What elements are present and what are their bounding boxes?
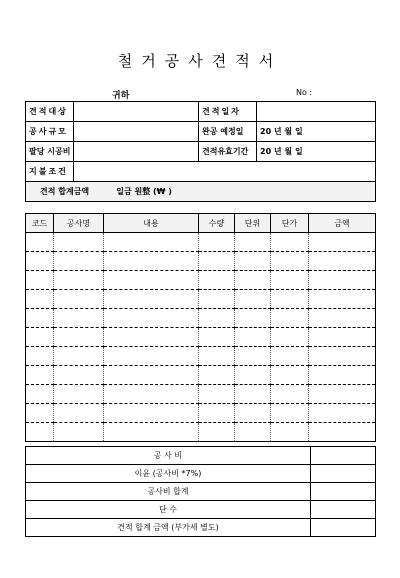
item-cell[interactable] xyxy=(104,328,199,347)
item-cell[interactable] xyxy=(235,404,271,423)
item-cell[interactable] xyxy=(54,252,104,271)
header-unit: 단위 xyxy=(235,214,271,233)
item-cell[interactable] xyxy=(309,328,376,347)
item-cell[interactable] xyxy=(26,328,54,347)
header-amount: 금액 xyxy=(309,214,376,233)
table-row xyxy=(26,404,376,423)
estimate-target-field[interactable] xyxy=(74,102,199,122)
item-cell[interactable] xyxy=(199,385,235,404)
estimate-date-label: 견적일자 xyxy=(199,102,257,122)
item-cell[interactable] xyxy=(199,290,235,309)
estimate-target-label: 견적대상 xyxy=(26,102,74,122)
summary-value-subtotal[interactable] xyxy=(311,483,376,501)
item-cell[interactable] xyxy=(26,385,54,404)
header-content: 내용 xyxy=(104,214,199,233)
table-row xyxy=(26,252,376,271)
table-row xyxy=(26,347,376,366)
item-cell[interactable] xyxy=(54,309,104,328)
item-cell[interactable] xyxy=(309,271,376,290)
item-cell[interactable] xyxy=(309,366,376,385)
header-unit-price: 단가 xyxy=(271,214,309,233)
item-cell[interactable] xyxy=(26,233,54,252)
construction-scale-field[interactable] xyxy=(74,122,199,142)
item-cell[interactable] xyxy=(54,328,104,347)
item-cell[interactable] xyxy=(271,423,309,442)
item-cell[interactable] xyxy=(271,347,309,366)
item-cell[interactable] xyxy=(26,271,54,290)
item-cell[interactable] xyxy=(309,404,376,423)
payment-terms-label: 지불조건 xyxy=(26,162,74,182)
summary-label-subtotal: 공사비 합계 xyxy=(26,483,311,501)
item-cell[interactable] xyxy=(54,271,104,290)
payment-label: 팔당 시공비 xyxy=(26,142,74,162)
summary-value-total[interactable] xyxy=(311,519,376,537)
item-cell[interactable] xyxy=(271,328,309,347)
table-row xyxy=(26,366,376,385)
estimate-info-table xyxy=(25,101,376,202)
item-cell[interactable] xyxy=(309,252,376,271)
item-cell[interactable] xyxy=(104,404,199,423)
completion-date-label: 완공 예정일 xyxy=(199,122,257,142)
table-row xyxy=(26,271,376,290)
payment-terms-field[interactable] xyxy=(74,162,376,182)
item-cell[interactable] xyxy=(271,385,309,404)
summary-value-profit[interactable] xyxy=(311,465,376,483)
payment-field[interactable] xyxy=(74,142,199,162)
item-cell[interactable] xyxy=(199,423,235,442)
item-cell[interactable] xyxy=(271,404,309,423)
summary-label-cost: 공 사 비 xyxy=(26,447,311,465)
item-cell[interactable] xyxy=(235,347,271,366)
item-cell[interactable] xyxy=(199,347,235,366)
item-cell[interactable] xyxy=(235,252,271,271)
item-cell[interactable] xyxy=(235,309,271,328)
item-cell[interactable] xyxy=(54,290,104,309)
item-cell[interactable] xyxy=(26,309,54,328)
item-cell[interactable] xyxy=(26,347,54,366)
summary-label-rounding: 단 수 xyxy=(26,501,311,519)
item-cell[interactable] xyxy=(199,309,235,328)
item-cell[interactable] xyxy=(235,366,271,385)
item-cell[interactable] xyxy=(235,385,271,404)
item-cell[interactable] xyxy=(54,347,104,366)
item-cell[interactable] xyxy=(104,233,199,252)
header-work-name: 공사명 xyxy=(54,214,104,233)
item-cell[interactable] xyxy=(271,233,309,252)
item-cell[interactable] xyxy=(199,252,235,271)
summary-label-profit: 이윤 (공사비 *7%) xyxy=(26,465,311,483)
item-cell[interactable] xyxy=(54,385,104,404)
header-code: 코드 xyxy=(26,214,54,233)
item-cell[interactable] xyxy=(199,328,235,347)
item-cell[interactable] xyxy=(26,423,54,442)
summary-value-cost[interactable] xyxy=(311,447,376,465)
item-cell[interactable] xyxy=(271,271,309,290)
item-cell[interactable] xyxy=(235,423,271,442)
header-quantity: 수량 xyxy=(199,214,235,233)
item-cell[interactable] xyxy=(104,309,199,328)
item-cell[interactable] xyxy=(309,233,376,252)
item-cell[interactable] xyxy=(309,347,376,366)
item-cell[interactable] xyxy=(26,252,54,271)
item-cell[interactable] xyxy=(235,271,271,290)
table-row xyxy=(26,309,376,328)
item-cell[interactable] xyxy=(271,309,309,328)
total-label: 견적 합계금액 xyxy=(40,187,90,196)
item-cell[interactable] xyxy=(104,252,199,271)
item-cell[interactable] xyxy=(54,233,104,252)
item-cell[interactable] xyxy=(271,290,309,309)
item-cell[interactable] xyxy=(104,290,199,309)
document-number-label: No : xyxy=(296,88,313,97)
addressee-label: 귀하 xyxy=(112,91,130,101)
item-cell[interactable] xyxy=(54,423,104,442)
item-cell[interactable] xyxy=(235,290,271,309)
completion-date-field[interactable]: 20 년 월 일 xyxy=(257,122,376,142)
table-row xyxy=(26,328,376,347)
table-row xyxy=(26,233,376,252)
item-cell[interactable] xyxy=(309,309,376,328)
item-cell[interactable] xyxy=(235,328,271,347)
item-cell[interactable] xyxy=(104,347,199,366)
item-cell[interactable] xyxy=(309,385,376,404)
validity-label: 견적유효기간 xyxy=(199,142,257,162)
table-row xyxy=(26,385,376,404)
item-cell[interactable] xyxy=(26,366,54,385)
item-cell[interactable] xyxy=(309,423,376,442)
item-cell[interactable] xyxy=(26,404,54,423)
item-cell[interactable] xyxy=(271,252,309,271)
item-cell[interactable] xyxy=(54,404,104,423)
items-table xyxy=(25,213,376,442)
item-cell[interactable] xyxy=(54,366,104,385)
item-cell[interactable] xyxy=(104,271,199,290)
validity-field[interactable]: 20 년 월 일 xyxy=(257,142,376,162)
item-cell[interactable] xyxy=(26,290,54,309)
item-cell[interactable] xyxy=(104,385,199,404)
construction-scale-label: 공사규모 xyxy=(26,122,74,142)
summary-label-total: 견적 합계 금액 (부가세 별도) xyxy=(26,519,311,537)
table-row xyxy=(26,423,376,442)
total-row xyxy=(26,182,376,202)
item-cell[interactable] xyxy=(271,366,309,385)
item-cell[interactable] xyxy=(104,423,199,442)
item-cell[interactable] xyxy=(235,233,271,252)
item-cell[interactable] xyxy=(199,404,235,423)
estimate-date-field[interactable] xyxy=(257,102,376,122)
item-cell[interactable] xyxy=(199,233,235,252)
item-cell[interactable] xyxy=(104,366,199,385)
table-row xyxy=(26,290,376,309)
item-cell[interactable] xyxy=(199,271,235,290)
summary-value-rounding[interactable] xyxy=(311,501,376,519)
item-cell[interactable] xyxy=(309,290,376,309)
document-title: 철거공사견적서 xyxy=(117,52,283,70)
item-cell[interactable] xyxy=(199,366,235,385)
total-value[interactable]: 일금 원整 (₩ ) xyxy=(116,187,172,196)
summary-table xyxy=(25,446,376,537)
